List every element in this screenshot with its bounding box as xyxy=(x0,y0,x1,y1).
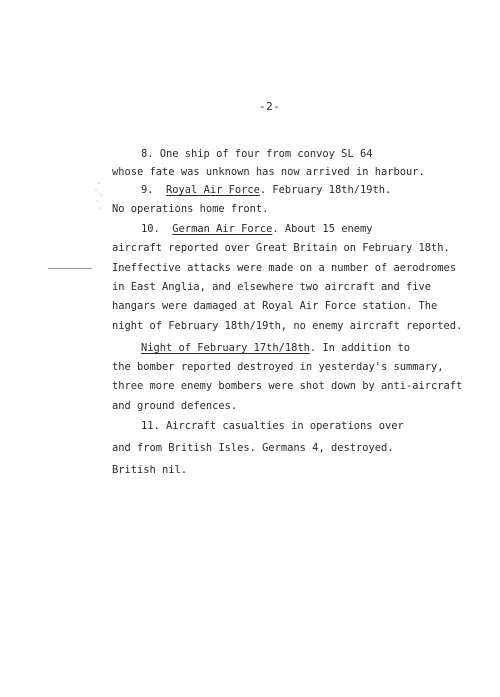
night-para-line-1 xyxy=(141,342,410,355)
night-para-heading: Night of February 17th/18th xyxy=(141,342,310,354)
margin-pencil-mark xyxy=(92,180,106,214)
para-9-number: 9. xyxy=(141,184,154,196)
para-9-heading-after: . February 18th/19th. xyxy=(259,184,392,196)
para-10-line-3: Ineffective attacks were made on a number of aerodromes xyxy=(112,262,457,274)
para-10-number: 10. xyxy=(141,223,160,235)
margin-rule xyxy=(48,268,92,269)
para-10-line-2: aircraft reported over Great Britain on February 18th. xyxy=(112,242,450,254)
para-10-line-5: hangars were damaged at Royal Air Force station. The xyxy=(112,300,438,312)
para-10-line-4: in East Anglia, and elsewhere two aircraft and five xyxy=(112,281,432,293)
page-number: -2- xyxy=(259,100,281,113)
para-10-heading: German Air Force xyxy=(172,223,273,235)
para-10-heading-after: . About 15 enemy xyxy=(272,223,373,235)
para-10-line-6: night of February 18th/19th, no enemy aircraft reported. xyxy=(112,320,463,332)
para-8-line-1: 8. One ship of four from convoy SL 64 xyxy=(141,148,373,160)
para-11-line-2: and from British Isles. Germans 4, destroyed. xyxy=(112,442,394,454)
para-10-line-1 xyxy=(141,223,372,236)
para-8-line-2: whose fate was unknown has now arrived in harbour. xyxy=(112,166,425,178)
para-9-line-2: No operations home front. xyxy=(112,203,269,215)
para-9-heading: Royal Air Force xyxy=(166,184,260,196)
para-11-line-1: 11. Aircraft casualties in operations over xyxy=(141,420,404,432)
night-para-line-4: and ground defences. xyxy=(112,400,238,412)
night-para-line-2: the bomber reported destroyed in yesterday's summary, xyxy=(112,361,444,373)
para-9-line-1 xyxy=(141,184,391,197)
night-para-line-3: three more enemy bombers were shot down by anti-aircraft xyxy=(112,380,463,392)
night-para-heading-after: . In addition to xyxy=(309,342,410,354)
para-11-line-3: British nil. xyxy=(112,464,188,476)
